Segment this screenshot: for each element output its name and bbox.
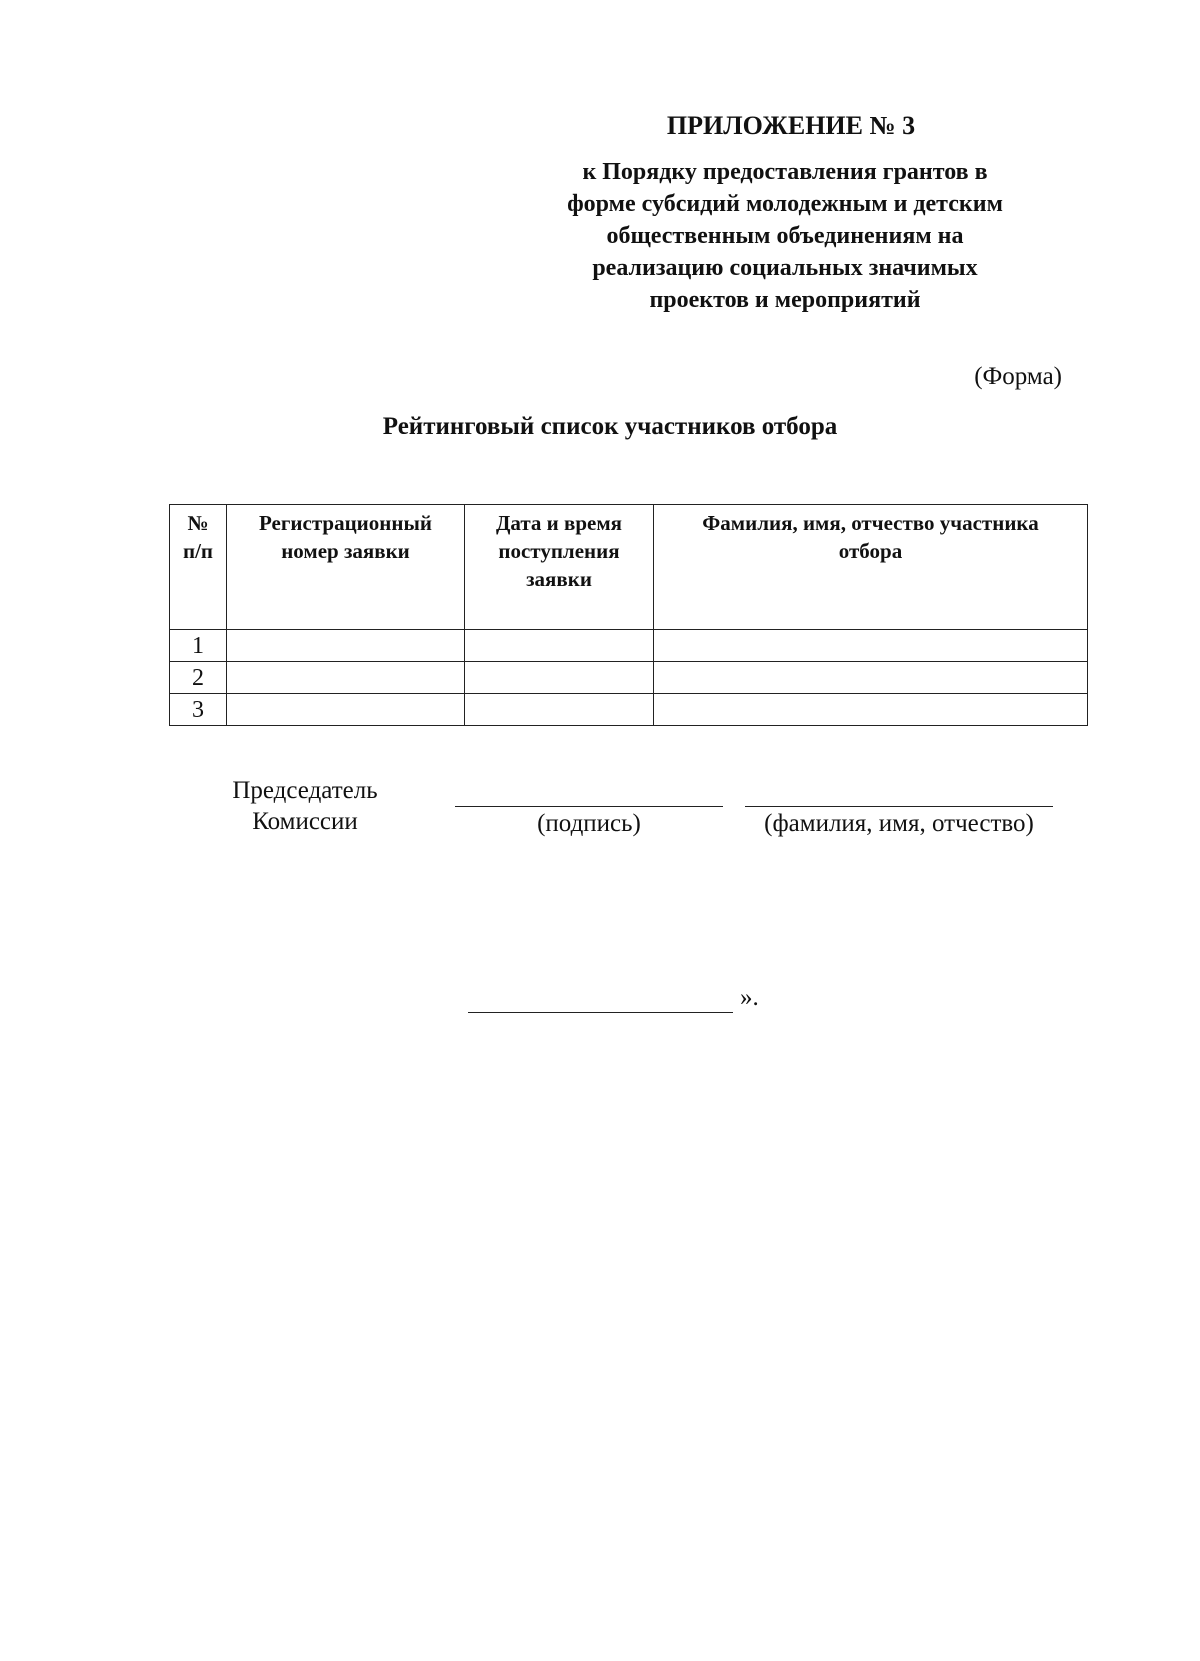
row-number-cell: 3: [170, 694, 227, 726]
table-row: [170, 630, 1088, 662]
table-row: [170, 662, 1088, 694]
fullname-caption: (фамилия, имя, отчество): [764, 810, 1034, 837]
signature-block: [0, 775, 1200, 845]
row-number-cell: 2: [170, 662, 227, 694]
table-header-row: [170, 505, 1088, 630]
header-number: № п/п: [170, 505, 227, 630]
subtitle-line: реализацию социальных значимых: [592, 255, 978, 281]
subtitle-line: проектов и мероприятий: [649, 287, 921, 313]
form-label: (Форма): [974, 363, 1062, 390]
subtitle-line: общественным объединениям на: [606, 223, 964, 249]
date-time-cell: [465, 662, 654, 694]
appendix-header: [520, 110, 1050, 316]
participant-name-cell: [654, 694, 1088, 726]
signature-caption: (подпись): [537, 810, 641, 837]
participant-name-cell: [654, 630, 1088, 662]
row-number-cell: 1: [170, 630, 227, 662]
document-title: Рейтинговый список участников отбора: [382, 413, 838, 440]
subtitle-line: к Порядку предоставления грантов в: [582, 159, 988, 185]
subtitle-line: форме субсидий молодежным и детским: [567, 191, 1003, 217]
date-time-cell: [465, 630, 654, 662]
closing-quote: ».: [740, 984, 759, 1011]
header-date-time: Дата и время поступления заявки: [465, 505, 654, 630]
rating-table: [169, 504, 1088, 726]
signature-line: [455, 806, 723, 807]
header-registration-number: Регистрационный номер заявки: [227, 505, 465, 630]
date-time-cell: [465, 694, 654, 726]
registration-number-cell: [227, 630, 465, 662]
appendix-subtitle: [520, 156, 1050, 316]
appendix-title: ПРИЛОЖЕНИЕ № 3: [666, 111, 916, 140]
registration-number-cell: [227, 694, 465, 726]
header-participant-name: Фамилия, имя, отчество участника отбора: [654, 505, 1088, 630]
table-row: [170, 694, 1088, 726]
date-line: [468, 1012, 733, 1013]
chair-label: Председатель Комиссии: [232, 777, 378, 835]
participant-name-cell: [654, 662, 1088, 694]
fullname-line: [745, 806, 1053, 807]
registration-number-cell: [227, 662, 465, 694]
